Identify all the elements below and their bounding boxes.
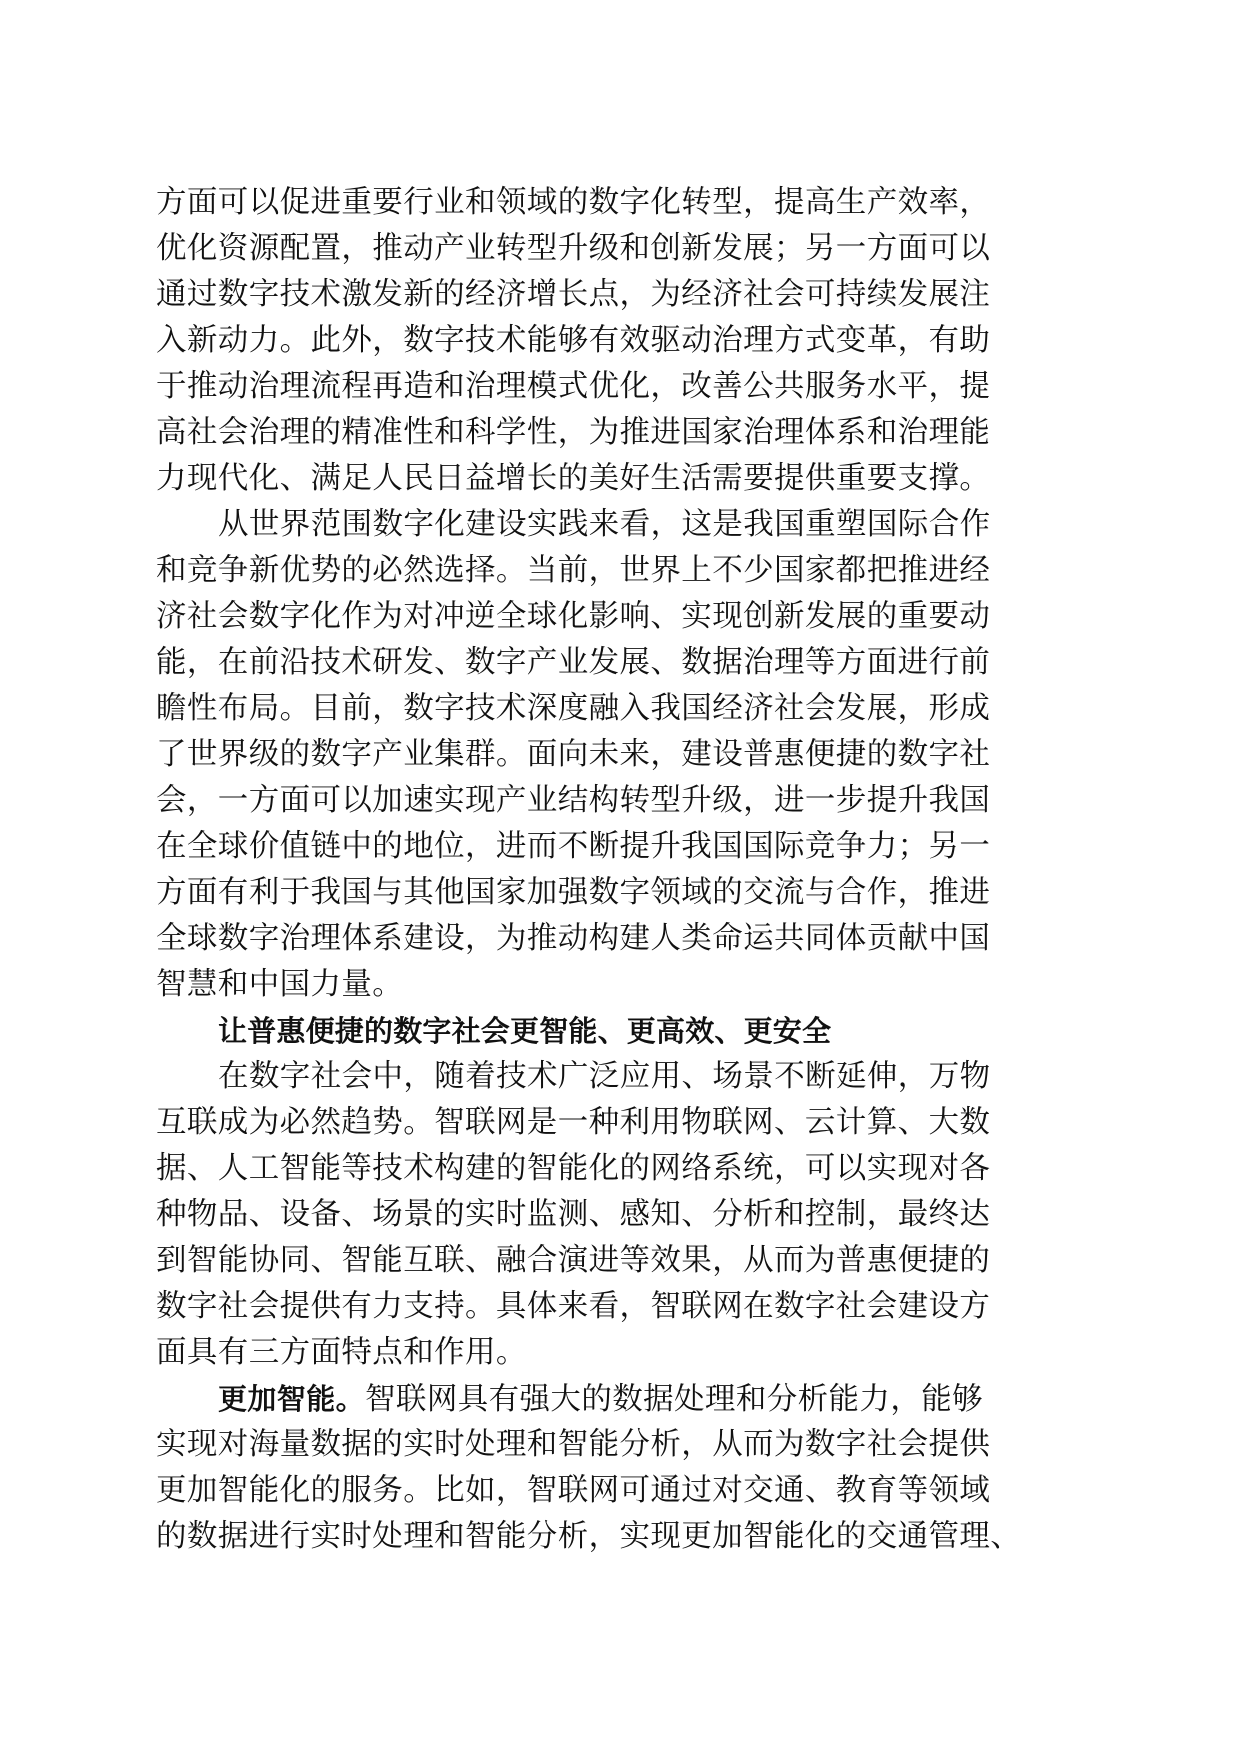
text-line: 入新动力。此外，数字技术能够有效驱动治理方式变革，有助 — [156, 323, 991, 358]
text-line: 的数据进行实时处理和智能分析，实现更加智能化的交通管理、 — [156, 1519, 1022, 1554]
section-heading: 让普惠便捷的数字社会更智能、更高效、更安全 — [218, 1014, 832, 1048]
text-line: 能，在前沿技术研发、数字产业发展、数据治理等方面进行前 — [156, 645, 991, 680]
text-line: 数字社会提供有力支持。具体来看，智联网在数字社会建设方 — [156, 1289, 991, 1324]
text-line: 了世界级的数字产业集群。面向未来，建设普惠便捷的数字社 — [156, 737, 991, 772]
text-line: 优化资源配置，推动产业转型升级和创新发展；另一方面可以 — [156, 231, 991, 266]
document-body — [156, 180, 1086, 1560]
text-line: 实现对海量数据的实时处理和智能分析，从而为数字社会提供 — [156, 1427, 991, 1462]
text-line: 互联成为必然趋势。智联网是一种利用物联网、云计算、大数 — [156, 1105, 991, 1140]
text-run: 智联网具有强大的数据处理和分析能力，能够 — [365, 1382, 984, 1417]
text-line: 到智能协同、智能互联、融合演进等效果，从而为普惠便捷的 — [156, 1243, 991, 1278]
paragraph-first-line — [156, 1376, 1086, 1422]
paragraph-first-line: 从世界范围数字化建设实践来看，这是我国重塑国际合作 — [218, 507, 991, 542]
text-line: 面具有三方面特点和作用。 — [156, 1335, 527, 1370]
text-line: 种物品、设备、场景的实时监测、感知、分析和控制，最终达 — [156, 1197, 991, 1232]
text-line: 瞻性布局。目前，数字技术深度融入我国经济社会发展，形成 — [156, 691, 991, 726]
text-line: 通过数字技术激发新的经济增长点，为经济社会可持续发展注 — [156, 277, 991, 312]
text-line: 高社会治理的精准性和科学性，为推进国家治理体系和治理能 — [156, 415, 991, 450]
text-line: 智慧和中国力量。 — [156, 967, 404, 1002]
text-line: 更加智能化的服务。比如，智联网可通过对交通、教育等领域 — [156, 1473, 991, 1508]
text-line: 会，一方面可以加速实现产业结构转型升级，进一步提升我国 — [156, 783, 991, 818]
text-line: 方面可以促进重要行业和领域的数字化转型，提高生产效率， — [156, 185, 991, 220]
text-line: 在全球价值链中的地位，进而不断提升我国国际竞争力；另一 — [156, 829, 991, 864]
text-line: 济社会数字化作为对冲逆全球化影响、实现创新发展的重要动 — [156, 599, 991, 634]
text-line: 据、人工智能等技术构建的智能化的网络系统，可以实现对各 — [156, 1151, 991, 1186]
paragraph-first-line: 在数字社会中，随着技术广泛应用、场景不断延伸，万物 — [218, 1059, 991, 1094]
bold-lead-phrase: 更加智能。 — [218, 1382, 366, 1416]
text-line: 方面有利于我国与其他国家加强数字领域的交流与合作，推进 — [156, 875, 991, 910]
text-line: 全球数字治理体系建设，为推动构建人类命运共同体贡献中国 — [156, 921, 991, 956]
text-line: 力现代化、满足人民日益增长的美好生活需要提供重要支撑。 — [156, 461, 991, 496]
text-line: 于推动治理流程再造和治理模式优化，改善公共服务水平，提 — [156, 369, 991, 404]
text-line: 和竞争新优势的必然选择。当前，世界上不少国家都把推进经 — [156, 553, 991, 588]
